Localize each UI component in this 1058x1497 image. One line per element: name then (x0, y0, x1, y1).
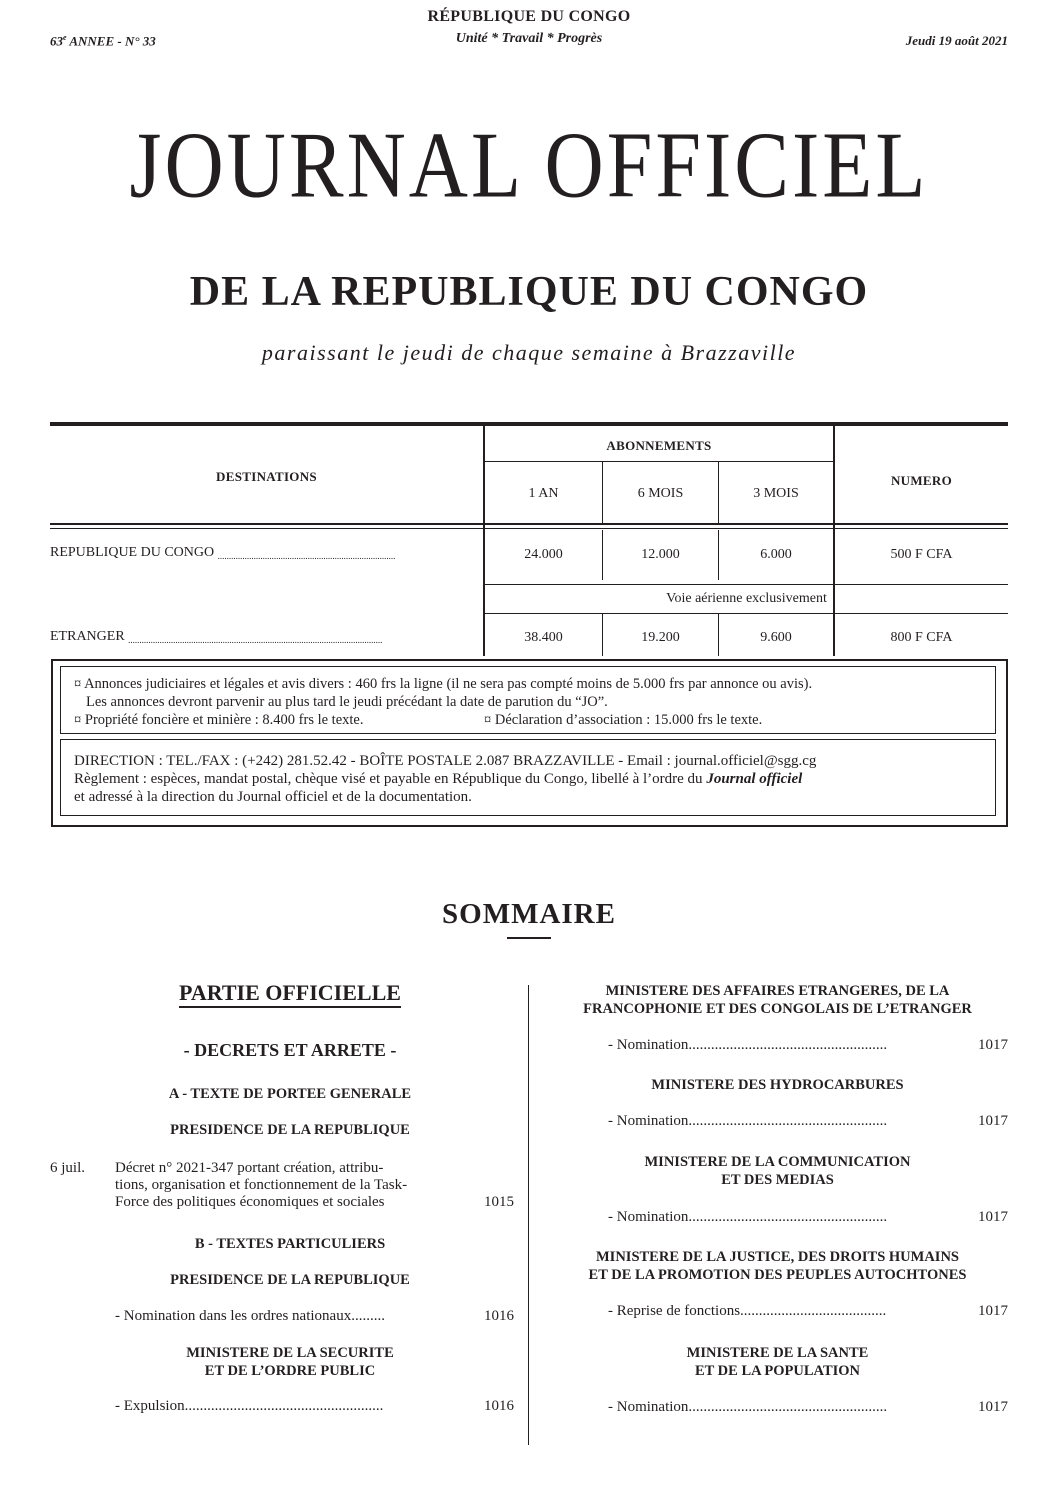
national-motto: Unité * Travail * Progrès (455, 31, 603, 46)
page-number: 1017 (978, 1399, 1008, 1415)
announcements-line-2: Les annonces devront parvenir au plus tard le jeudi précédant la date de parution du “JO”. (86, 694, 608, 710)
journal-tagline: paraissant le jeudi de chaque semaine à Brazzaville (261, 340, 797, 365)
destinations-header: DESTINATIONS (216, 469, 317, 484)
toc-item: - Nomination..................................................... (608, 1113, 888, 1129)
decrets-heading: - DECRETS ET ARRETE - (183, 1040, 397, 1060)
destination-congo (50, 545, 460, 561)
presidence-heading: PRESIDENCE DE LA REPUBLIQUE (170, 1122, 410, 1138)
table-hrule (50, 523, 1008, 525)
republic-header: RÉPUBLIQUE DU CONGO (427, 8, 631, 25)
table-hrule (484, 613, 1008, 614)
direction-line-3: et adressé à la direction du Journal officiel et de la documentation. (74, 789, 472, 805)
toc-item: - Expulsion..................................................... (115, 1398, 384, 1414)
toc-item: - Nomination..................................................... (608, 1037, 888, 1053)
issue-rest: ANNEE - N° 33 (66, 33, 156, 49)
page-number: 1017 (978, 1037, 1008, 1053)
ministry-heading: MINISTERE DE LA SECURITE (186, 1345, 394, 1361)
price-cell: 24.000 (524, 547, 563, 562)
entry-date: 6 juil. (50, 1160, 86, 1176)
announcements-line-1: ¤ Annonces judiciaires et légales et avis divers : 460 frs la ligne (il ne sera pas compté moins de 5.000 frs par annonce ou avis). (74, 676, 813, 692)
partie-officielle-text: PARTIE OFFICIELLE (179, 980, 401, 1008)
period-3-mois: 3 MOIS (753, 486, 799, 501)
entry-text-line: tions, organisation et fonctionnement de la Task- (115, 1177, 408, 1193)
period-6-mois: 6 MOIS (637, 486, 684, 501)
numero-price: 500 F CFA (890, 547, 953, 562)
price-cell: 9.600 (760, 630, 792, 645)
toc-item: - Nomination..................................................... (608, 1399, 888, 1415)
ministry-heading: MINISTERE DE LA JUSTICE, DES DROITS HUMAINS (596, 1249, 959, 1265)
column-separator (528, 985, 529, 1445)
leader-dots: ............................................................................... (217, 551, 396, 561)
destination-etranger (50, 629, 460, 645)
ministry-heading: MINISTERE DE LA COMMUNICATION (644, 1154, 911, 1170)
ministry-heading: FRANCOPHONIE ET DES CONGOLAIS DE L’ETRANGER (583, 1001, 972, 1017)
issue-prefix: 63 (50, 33, 63, 49)
entry-text-line: Décret n° 2021-347 portant création, attribu- (115, 1160, 384, 1176)
abonnements-header: ABONNEMENTS (606, 438, 712, 453)
issue-number (50, 33, 156, 49)
ministry-heading: ET DES MEDIAS (721, 1172, 834, 1188)
ministry-heading: ET DE L’ORDRE PUBLIC (204, 1363, 376, 1379)
table-hrule (484, 584, 1008, 585)
price-cell: 38.400 (524, 630, 563, 645)
toc-item: - Nomination..................................................... (608, 1209, 888, 1225)
destination-label: ETRANGER (50, 629, 125, 644)
ministry-heading: MINISTERE DE LA SANTE (686, 1345, 869, 1361)
toc-item: - Nomination dans les ordres nationaux......... (115, 1308, 385, 1324)
ministry-heading: ET DE LA PROMOTION DES PEUPLES AUTOCHTONES (588, 1267, 967, 1283)
page-number: 1016 (484, 1398, 514, 1414)
partie-officielle-heading (55, 980, 525, 1006)
presidence-heading: PRESIDENCE DE LA REPUBLIQUE (170, 1272, 410, 1288)
numero-header: NUMERO (890, 473, 953, 488)
page-number: 1017 (978, 1209, 1008, 1225)
ministry-heading: ET DE LA POPULATION (694, 1363, 861, 1379)
announcements-line-3a: ¤ Propriété foncière et minière : 8.400 frs le texte. (74, 712, 364, 728)
sommaire-underline (507, 937, 551, 939)
journal-title: JOURNAL OFFICIEL (129, 112, 929, 218)
payment-text: Règlement : espèces, mandat postal, chèque visé et payable en République du Congo, libellé à l’ordre du (74, 771, 707, 787)
journal-subtitle: DE LA REPUBLIQUE DU CONGO (189, 269, 869, 315)
entry-text-line: Force des politiques économiques et sociales (115, 1194, 385, 1210)
toc-item: - Reprise de fonctions....................................... (608, 1303, 887, 1319)
announcements-line-3b: ¤ Déclaration d’association : 15.000 frs le texte. (484, 712, 763, 728)
direction-line-1: DIRECTION : TEL./FAX : (+242) 281.52.42 - BOÎTE POSTALE 2.087 BRAZZAVILLE - Email : journal.officiel@sgg.cg (74, 753, 817, 769)
page-number: 1017 (978, 1303, 1008, 1319)
period-1-an: 1 AN (528, 486, 559, 501)
page-number: 1015 (484, 1194, 514, 1210)
leader-dots: ................................................................................................................. (128, 635, 383, 645)
section-b-heading: B - TEXTES PARTICULIERS (194, 1236, 386, 1252)
page-number: 1017 (978, 1113, 1008, 1129)
ministry-heading: MINISTERE DES AFFAIRES ETRANGERES, DE LA (605, 983, 950, 999)
table-top-rule (50, 422, 1008, 426)
direction-line-2 (74, 770, 802, 788)
ministry-heading: MINISTERE DES HYDROCARBURES (651, 1077, 904, 1093)
table-hrule (50, 528, 1008, 529)
price-cell: 12.000 (641, 547, 680, 562)
issue-sup: e (63, 33, 67, 42)
journal-officiel-emphasis: Journal officiel (706, 771, 803, 787)
table-hrule (484, 461, 834, 462)
sommaire-title: SOMMAIRE (442, 898, 616, 930)
destination-label: REPUBLIQUE DU CONGO (50, 545, 215, 560)
price-cell: 19.200 (641, 630, 680, 645)
numero-price: 800 F CFA (890, 630, 953, 645)
section-a-heading: A - TEXTE DE PORTEE GENERALE (168, 1086, 412, 1102)
price-cell: 6.000 (760, 547, 792, 562)
page-number: 1016 (484, 1308, 514, 1324)
issue-date: Jeudi 19 août 2021 (905, 33, 1008, 48)
air-mail-note: Voie aérienne exclusivement (666, 591, 827, 606)
